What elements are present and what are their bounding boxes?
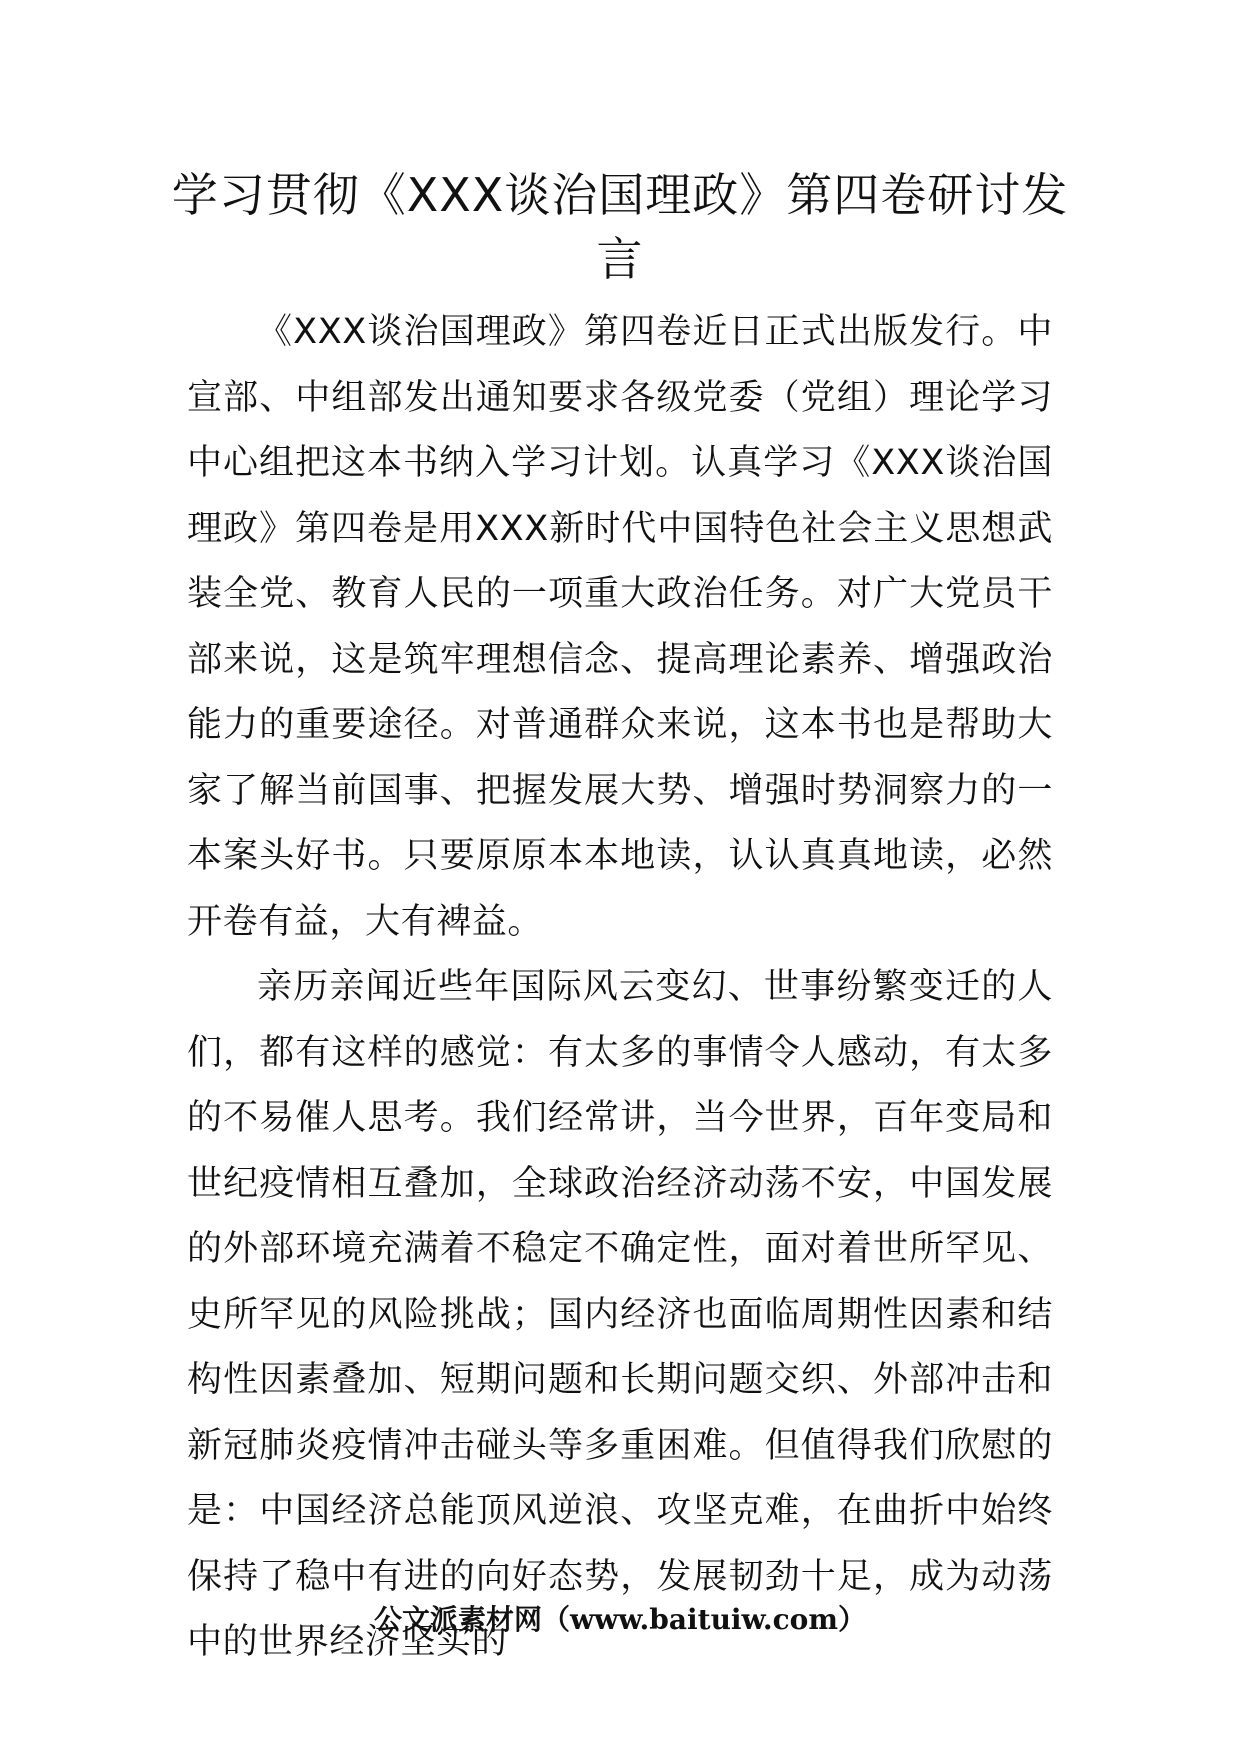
- watermark-footer: 公文派素材网（www.baituiw.com）: [374, 1603, 866, 1636]
- document-title: 学习贯彻《XXX谈治国理政》第四卷研讨发言: [171, 168, 1069, 286]
- paragraph-2: 亲历亲闻近些年国际风云变幻、世事纷繁变迁的人们，都有这样的感觉：有太多的事情令人感动，有太多的不易催人思考。我们经常讲，当今世界，百年变局和世纪疫情相互叠加，全球政治经济动荡不安，中国发展的外部环境充满着不稳定不确定性，面对着世所罕见、史所罕见的风险挑战；国内经济也面临周期性因素和结构性因素叠加、短期问题和长期问题交织、外部冲击和新冠肺炎疫情冲击碰头等多重困难。但值得我们欣慰的是：中国经济总能顶风逆浪、攻坚克难，在曲折中始终保持了稳中有进的向好态势，发展韧劲十足，成为动荡中的世界经济坚实的: [187, 967, 1053, 1662]
- document-body: [187, 300, 1053, 1676]
- paragraph-1: 《XXX谈治国理政》第四卷近日正式出版发行。中宣部、中组部发出通知要求各级党委（党组）理论学习中心组把这本书纳入学习计划。认真学习《XXX谈治国理政》第四卷是用XXX新时代中国特色社会主义思想武装全党、教育人民的一项重大政治任务。对广大党员干部来说，这是筑牢理想信念、提高理论素养、增强政治能力的重要途径。对普通群众来说，这本书也是帮助大家了解当前国事、把握发展大势、增强时势洞察力的一本案头好书。只要原原本本地读，认认真真地读，必然开卷有益，大有裨益。: [187, 312, 1053, 942]
